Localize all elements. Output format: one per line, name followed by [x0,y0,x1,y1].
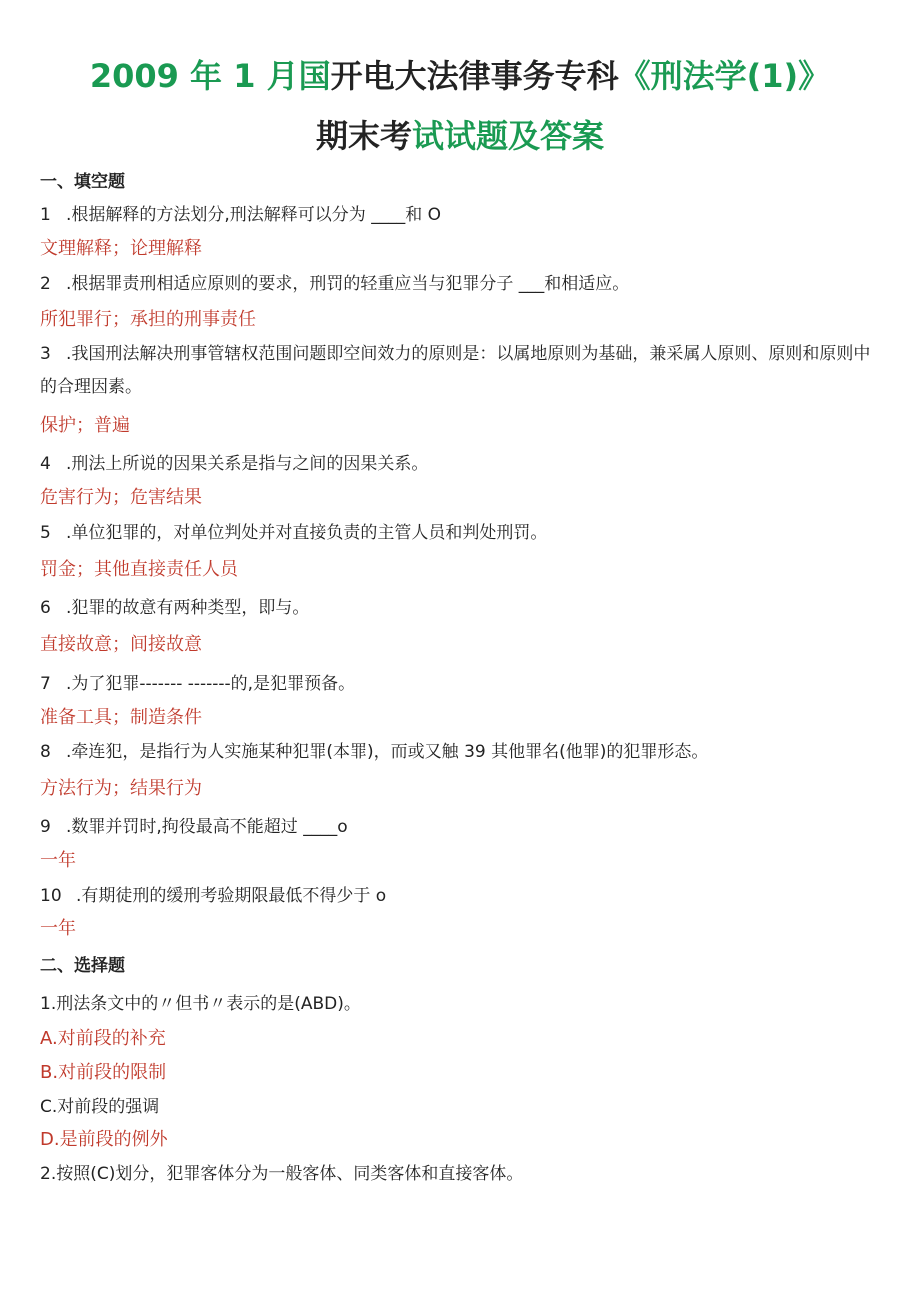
answer-text: 罚金；其他直接责任人员 [40,559,238,580]
question-text: .单位犯罪的，对单位判处并对直接负责的主管人员和判处刑罚。 [66,523,548,543]
answer-text: 文理解释；论理解释 [40,238,202,259]
answer-text: 准备工具；制造条件 [40,707,202,728]
question-item [40,272,629,296]
answer-text: 一年 [40,918,76,939]
choice-option-c: C.对前段的强调 [40,1097,160,1117]
choice-question-1: 1.刑法条文中的〃但书〃表示的是(ABD)。 [40,994,361,1014]
choice-option-d: D.是前段的例外 [40,1129,168,1150]
question-item [40,672,355,696]
answer-text: 危害行为；危害结果 [40,487,202,508]
title-school: 开电大法律事务专科 [330,57,619,95]
question-item [40,338,880,404]
choice-option-a: A.对前段的补充 [40,1028,166,1049]
question-number: 8 [40,742,51,762]
answer-text: 直接故意；间接故意 [40,634,202,655]
answer-text: 方法行为；结果行为 [40,778,202,799]
page-title-line1 [0,56,920,96]
question-item [40,203,441,227]
question-number: 9 [40,817,51,837]
question-text: .我国刑法解决刑事管辖权范围问题即空间效力的原则是：以属地原则为基础，兼采属人原则、原则和原则中的合理因素。 [40,344,871,397]
page-title-line2 [0,116,920,156]
fill-section-heading: 一、填空题 [40,172,125,192]
answer-text: 一年 [40,850,76,871]
question-text: .数罪并罚时,拘役最高不能超过 ____o [66,817,348,837]
question-text: .为了犯罪------- -------的,是犯罪预备。 [66,674,356,694]
question-text: .牵连犯，是指行为人实施某种犯罪(本罪)，而或又触 39 其他罪名(他罪)的犯罪形态。 [66,742,709,762]
question-text: .有期徒刑的缓刑考验期限最低不得少于 o [76,886,387,906]
question-number: 3 [40,344,51,364]
question-text: .根据解释的方法划分,刑法解释可以分为 ____和 O [66,205,441,225]
title-exam-suffix: 试试题及答案 [412,117,605,155]
question-item [40,596,309,620]
question-text: .犯罪的故意有两种类型，即与。 [66,598,310,618]
question-number: 4 [40,454,51,474]
title-month-char: 月国 [266,57,331,95]
question-item [40,884,386,908]
question-number: 10 [40,886,62,906]
answer-text: 所犯罪行；承担的刑事责任 [40,309,256,330]
answer-text: 保护；普遍 [40,415,130,436]
choice-section-heading: 二、选择题 [40,956,125,976]
title-exam: 期末考 [315,117,412,155]
question-item [40,452,428,476]
question-number: 5 [40,523,51,543]
question-number: 7 [40,674,51,694]
question-number: 2 [40,274,51,294]
choice-question-2: 2.按照(C)划分，犯罪客体分为一般客体、同类客体和直接客体。 [40,1164,524,1184]
question-number: 6 [40,598,51,618]
question-item [40,521,547,545]
title-year-char: 年 [190,57,223,95]
question-text: .根据罪责刑相适应原则的要求，刑罚的轻重应当与犯罪分子 ___和相适应。 [66,274,630,294]
question-text: .刑法上所说的因果关系是指与之间的因果关系。 [66,454,429,474]
title-course: 《刑法学(1)》 [618,57,831,95]
title-year: 2009 [89,57,179,95]
question-number: 1 [40,205,51,225]
title-month-num: 1 [233,57,256,95]
choice-option-b: B.对前段的限制 [40,1062,167,1083]
question-item [40,740,708,764]
question-item [40,815,348,839]
